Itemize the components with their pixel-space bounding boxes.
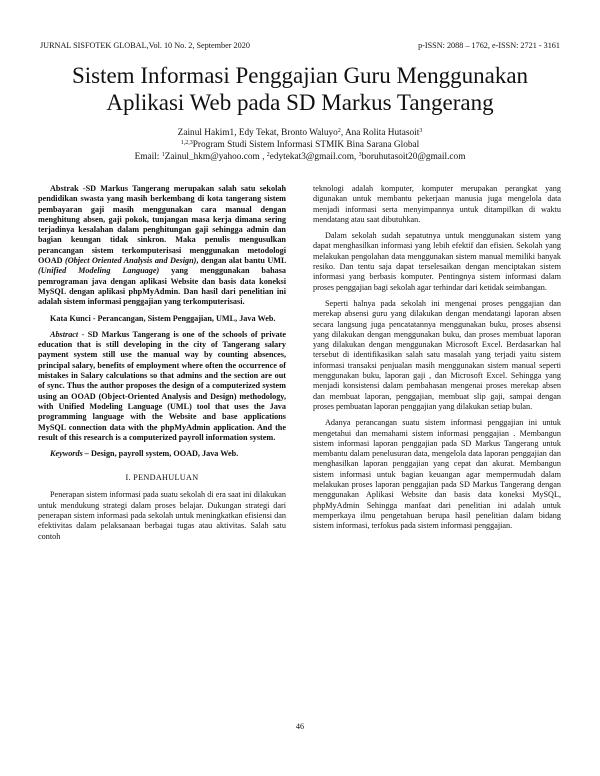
- affiliation-sup: 1,2,3: [180, 140, 193, 146]
- abstract-label: Abstract -: [50, 329, 85, 339]
- abstrak-body-3: yang menggunakan bahasa pemrograman java dengan aplikasi Website dan basis data koneksi MySQL dengan aplikasi phpMyAdmin. Dan hasil dari penelitian ini adalah sistem informasi penggajian yang terkomputerisasi.: [38, 266, 287, 307]
- author-sup-2: 2: [337, 128, 341, 134]
- author-names-b: , Ana Rolita Hutasoit: [340, 128, 420, 138]
- title-line-1: Sistem Informasi Penggajian Guru Menggunakan: [71, 63, 529, 88]
- section-heading-pendahuluan: I. PENDAHULUAN: [125, 473, 199, 483]
- right-paragraph-3: Adanya perancangan suatu sistem informasi penggajian ini untuk mengetahui dan memahami sistem informasi penggajian . Membangun sistem informasi laporan penggajian pada SD Markus Tangerang untuk membantu dalam penelusuran data, mengelola data laporan penggajian dan menghasilkan laporan penggajian yang cepat dan akurat. Membangun sistem informasi untuk bagian keuangan agar mempermudah dalam melakukan proses laporan penggajian pada SD Markus Tangerang dengan menggunakan Aplikasi Website dan basis data koneksi MySQL, phpMyAdmin Sehingga manfaat dari penelitian ini adalah untuk memperkaya ilmu pengetahuan berupa hasil penelitian dalam bidang sistem informasi, terfokus pada sistem informasi penggajian.: [313, 418, 561, 531]
- page-number: 46: [295, 722, 305, 731]
- email-prefix: Email:: [134, 152, 162, 162]
- abstract-paragraph: [38, 330, 286, 443]
- right-paragraph-2: Seperti halnya pada sekolah ini mengenai proses penggajian dan merekap absensi guru yang dilakukan dengan mendatangi laporan absen secara langsung juga pencatatannya menggunakan buku, proses absensi yang dilakukan dengan menggunakan buku, dan proses membuat laporan yang dilakukan dengan menggunakan Microsoft Excel. Berdasarkan hal tersebut di identifikasikan salah satu masalah yang terjadi yaitu sistem informasi transaksi penjualan masih menggunakan sistem manual seperti menggunakan buku, laporan gaji , dan Microsoft Excel. Sehingga yang menjadi konsistensi dalam pembahasan mengenai proses merekap absen dan membuat laporan, penggajian, membuat slip gaji, sampai dengan proses pembuatan laporan penggajian yang dilakukan setiap bulan.: [313, 298, 561, 411]
- author-sup-3: 3: [419, 128, 423, 134]
- kata-kunci: Kata Kunci - Perancangan, Sistem Penggajian, UML, Java Web.: [50, 313, 276, 323]
- author-names-a: Zainul Hakim1, Edy Tekat, Bronto Waluyo: [177, 128, 338, 138]
- journal-info: JURNAL SISFOTEK GLOBAL,Vol. 10 No. 2, September 2020: [40, 41, 250, 50]
- author-emails: [40, 151, 560, 163]
- affiliation-text: Program Studi Sistem Informasi STMIK Bina Sarana Global: [192, 140, 420, 150]
- paper-title: [40, 62, 560, 116]
- abstrak-ooad: (Object Oriented Analysis and Design): [65, 256, 197, 266]
- abstrak-body: SD Markus Tangerang merupakan salah satu sekolah pendidikan swasta yang masih berkembang di kota tangerang sistem pembayaran gaji masih menggunakan cara manual dengan menghitung absen, gaji pokok, tunjangan masa kerja dimana sering terjadinya kesalahan dalam penghitungan gaji sehingga admin dan bagian keungan tidak sinkron. Maka penulis mengusulkan perancangan sistem terkomputerisasi menggunakan metodologi OOAD: [38, 184, 286, 266]
- right-column: [313, 184, 561, 538]
- intro-paragraph-1: Penerapan sistem informasi pada suatu sekolah di era saat ini dilakukan untuk mendukung strategi dalam proses belajar. Dukungan strategi dari penerapan sistem informasi pada sekolah untuk meningkatkan efisiensi dan efektivitas dalam pelaksanaan berbagai tugas atau aktivitas. Salah satu contoh: [38, 490, 286, 541]
- right-paragraph-0: teknologi adalah komputer, komputer merupakan perangkat yang digunakan untuk membantu pekerjaan manusia juga mengelola data menjadi informasi serta menyimpannya untuk ditampilkan di waktu mendatang atau saat dibutuhkan.: [313, 184, 561, 224]
- title-line-2: Aplikasi Web pada SD Markus Tangerang: [106, 90, 494, 115]
- email-1: Zainul_hkm@yahoo.com ,: [164, 152, 267, 162]
- abstrak-label: Abstrak -: [50, 184, 86, 193]
- left-column: [38, 184, 286, 548]
- author-names: [40, 127, 560, 139]
- email-3: boruhutasoit20@gmail.com: [361, 152, 466, 162]
- email-sup-2: 2: [266, 152, 270, 158]
- keywords-text: Design, payroll system, OOAD, Java Web.: [90, 449, 239, 459]
- email-sup-3: 3: [358, 152, 362, 158]
- abstrak-body-2: , dengan alat bantu UML: [196, 256, 287, 266]
- author-block: [40, 127, 560, 163]
- keywords-label: Keywords –: [50, 449, 89, 459]
- abstrak-paragraph: [38, 184, 286, 308]
- keywords: [38, 449, 286, 459]
- abstrak-uml: (Unified Modeling Language): [38, 266, 160, 276]
- abstract-body: SD Markus Tangerang is one of the schools of private education that is still developing in the city of Tangerang salary payment system still use the manual way by counting absences, principal salary, benefits of employment where often the occurrence of mistakes in Salary calculations so that admins and the section are out of sync. Thus the author proposes the design of a computerized system using an OOAD (Object-Oriented Analysis and Design) methodology, with Unified Modeling Language (UML) tool that uses the Java programming language with the Website and base applications MySQL connection data with the phpMyAdmin application. And the result of this research is a computerized payroll information system.: [38, 329, 287, 442]
- issn-info: p-ISSN: 2088 – 1762, e-ISSN: 2721 - 3161: [418, 41, 560, 50]
- author-affiliation: [40, 139, 560, 151]
- email-2: edytekat3@gmail.com,: [269, 152, 359, 162]
- right-paragraph-1: Dalam sekolah sudah sepatutnya untuk menggunakan sistem yang dapat menghasilkan informasi yang lebih efektif dan efisien. Sekolah yang melakukan pengolahan data menggunakan sistem manual memiliki banyak resiko. Dan tentu saja dapat terselesaikan dengan menciptakan sistem informasi yang berbasis komputer. Pentingnya sistem informasi dalam proses penggajian bagi sekolah agar terhindar dari ketidak seimbangan.: [313, 231, 561, 292]
- running-head: [40, 40, 560, 52]
- email-sup-1: 1: [161, 152, 165, 158]
